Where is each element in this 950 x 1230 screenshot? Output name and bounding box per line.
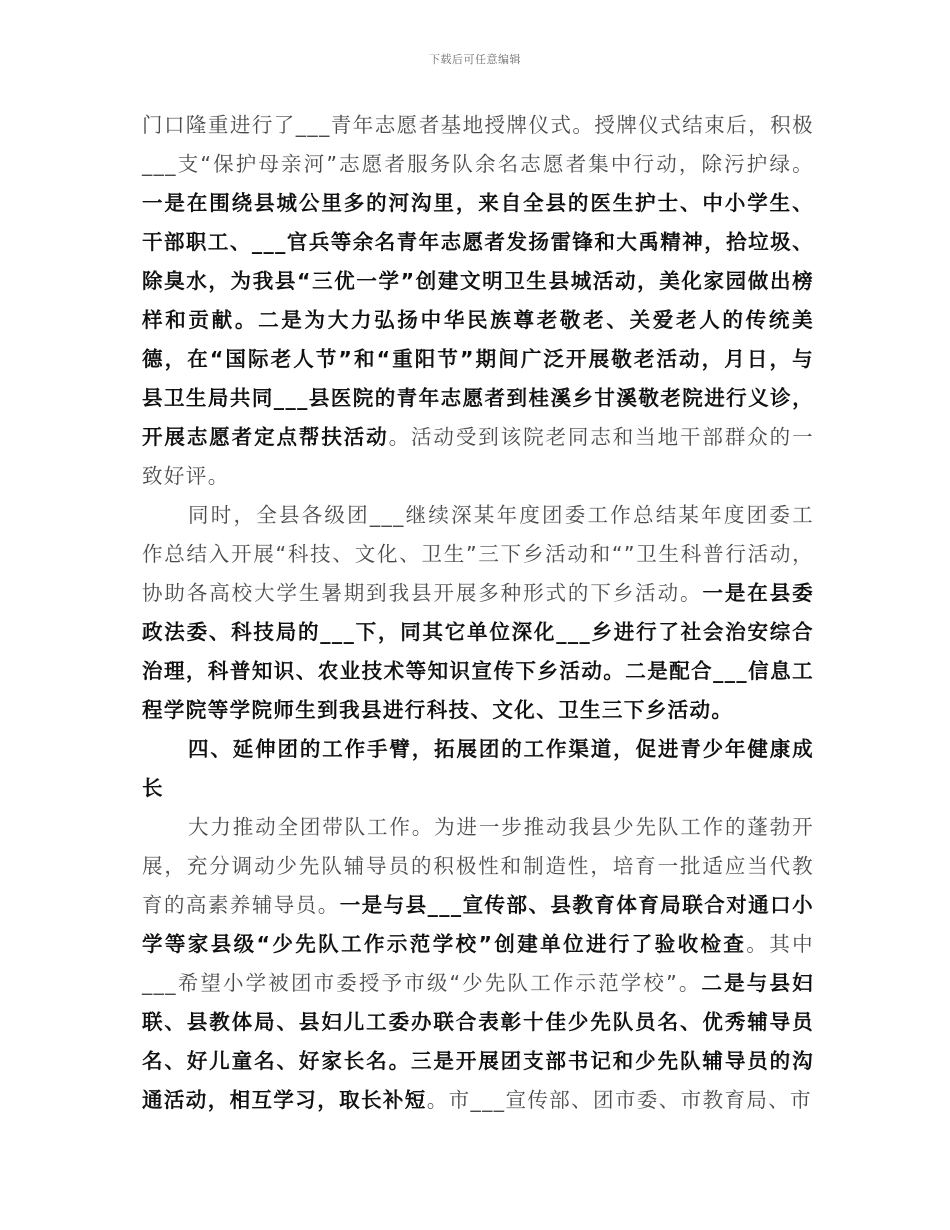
paragraph-2 <box>142 496 814 730</box>
text-segment-bold: 一是在围绕县城公里多的河沟里，来自全县的医生护士、中小学生、干部职工、___官兵等余名青年志愿者发扬雷锋和大禹精神，拾垃圾、除臭水，为我县“三优一学”创建文明卫生县城活动，美化家园做出榜样和贡献。二是为大力弘扬中华民族尊老敬老、关爱老人的传统美德，在“国际老人节”和“重阳节”期间广泛开展敬老活动，月日，与县卫生局共同___县医院的青年志愿者到桂溪乡甘溪敬老院进行义诊，开展志愿者定点帮扶活动 <box>142 191 814 449</box>
text-segment: 。市___宣传部、团市委、市教育局、市 <box>426 1088 813 1112</box>
text-segment: 。活动受到该院老同志和当地干部群众的一致好评。 <box>142 425 814 488</box>
paragraph-3 <box>142 808 814 1120</box>
text-segment-bold: 一是在县委政法委、科技局的___下，同其它单位深化___乡进行了社会治安综合治理，科普知识、农业技术等知识宣传下乡活动。二是配合___信息工程学院等学院师生到我县进行科技、文化、卫生三下乡活动。 <box>142 581 815 722</box>
text-segment-bold: 一是与县___宣传部、县教育体育局联合对通口小学等家县级“少先队工作示范学校”创建单位进行了验收检查 <box>142 893 814 956</box>
heading-text: 四、延伸团的工作手臂，拓展团的工作渠道，促进青少年健康成长 <box>142 737 814 800</box>
text-segment: 大力推动全团带队工作。为进一步推动我县少先队工作的蓬勃开展，充分调动少先队辅导员的积极性和制造性，培育一批适应当代教育的高素养辅导员。 <box>142 815 814 917</box>
text-segment-bold: 二是与县妇联、县教体局、县妇儿工委办联合表彰十佳少先队员名、优秀辅导员名、好儿童名、好家长名。三是开展团支部书记和少先队辅导员的沟通活动，相互学习，取长补短 <box>142 971 814 1112</box>
text-segment: 门口隆重进行了___青年志愿者基地授牌仪式。授牌仪式结束后，积极___支“保护母亲河”志愿者服务队余名志愿者集中行动，除污护绿。 <box>142 113 814 176</box>
text-segment: 同时，全县各级团___继续深某年度团委工作总结某年度团委工作总结入开展“科技、文化、卫生”三下乡活动和“”卫生科普行活动，协助各高校大学生暑期到我县开展多种形式的下乡活动。 <box>142 503 814 605</box>
document-body <box>142 106 814 1120</box>
text-segment: 。其中___希望小学被团市委授予市级“少先队工作示范学校”。 <box>142 932 815 995</box>
section-heading <box>142 730 814 808</box>
page-header: 下载后可任意编辑 <box>429 53 521 66</box>
paragraph-1 <box>142 106 814 496</box>
